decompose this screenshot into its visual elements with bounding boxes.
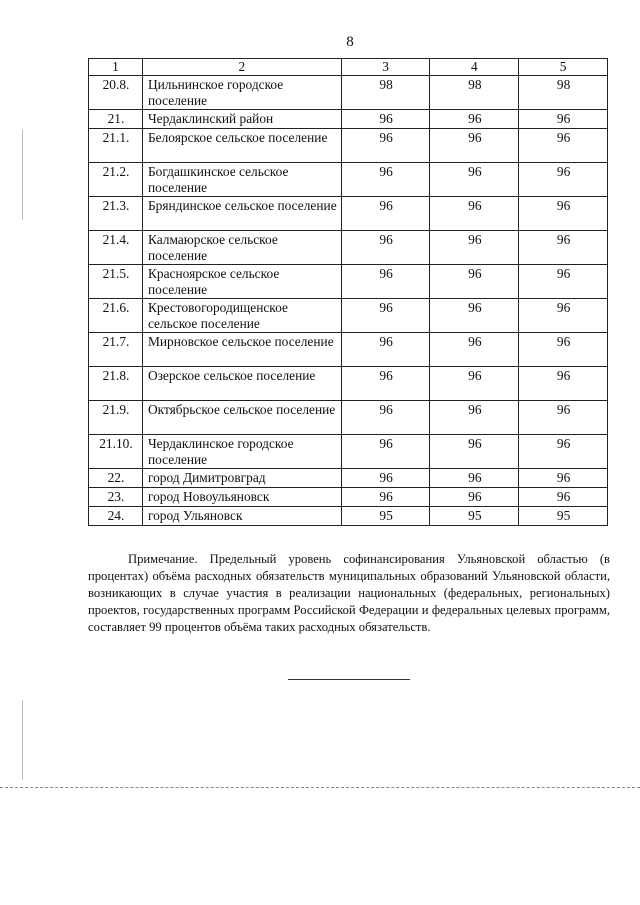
row-value-col3-cell: 96 <box>341 231 430 265</box>
table-row <box>89 488 608 507</box>
table-row <box>89 110 608 129</box>
column-header: 1 <box>89 59 143 76</box>
row-number-cell: 21.5. <box>89 265 143 299</box>
note-paragraph: Примечание. Предельный уровень софинансирования Ульяновской областью (в процентах) объёма расходных обязательств муниципальных образований Ульяновской области, возникающих в случае участия в реализации национальных (федеральных, региональных) проектов, государственных программ Российской Федерации и федеральных целевых программ, составляет 99 процентов объёма таких расходных обязательств. <box>88 552 610 634</box>
row-value-col3-cell: 96 <box>341 110 430 129</box>
row-value-col4-cell: 96 <box>430 333 519 367</box>
row-value-col3-cell: 96 <box>341 197 430 231</box>
row-value-col5-cell: 96 <box>519 367 608 401</box>
row-name-cell: Чердаклинское городское поселение <box>142 435 341 469</box>
row-value-col4-cell: 96 <box>430 197 519 231</box>
row-value-col5-cell: 96 <box>519 265 608 299</box>
row-value-col3-cell: 96 <box>341 299 430 333</box>
row-value-col5-cell: 96 <box>519 488 608 507</box>
table-row <box>89 129 608 163</box>
table-row <box>89 469 608 488</box>
row-value-col4-cell: 96 <box>430 110 519 129</box>
row-value-col4-cell: 96 <box>430 367 519 401</box>
row-value-col4-cell: 96 <box>430 299 519 333</box>
row-value-col3-cell: 96 <box>341 265 430 299</box>
row-value-col3-cell: 98 <box>341 76 430 110</box>
table-body <box>89 76 608 526</box>
row-value-col5-cell: 96 <box>519 129 608 163</box>
table-row <box>89 299 608 333</box>
row-name-cell: Цильнинское городское поселение <box>142 76 341 110</box>
row-name-cell: город Ульяновск <box>142 507 341 526</box>
row-name-cell: Белоярское сельское поселение <box>142 129 341 163</box>
row-value-col4-cell: 96 <box>430 401 519 435</box>
column-header: 4 <box>430 59 519 76</box>
row-value-col3-cell: 96 <box>341 469 430 488</box>
row-value-col4-cell: 96 <box>430 469 519 488</box>
row-name-cell: город Димитровград <box>142 469 341 488</box>
row-number-cell: 21.1. <box>89 129 143 163</box>
row-value-col5-cell: 96 <box>519 231 608 265</box>
row-value-col5-cell: 96 <box>519 435 608 469</box>
row-number-cell: 21.9. <box>89 401 143 435</box>
row-name-cell: Бряндинское сельское поселение <box>142 197 341 231</box>
table-row <box>89 401 608 435</box>
row-value-col3-cell: 96 <box>341 129 430 163</box>
row-value-col4-cell: 96 <box>430 488 519 507</box>
row-value-col4-cell: 96 <box>430 231 519 265</box>
table-row <box>89 163 608 197</box>
row-number-cell: 21.7. <box>89 333 143 367</box>
row-number-cell: 20.8. <box>89 76 143 110</box>
column-header: 2 <box>142 59 341 76</box>
table-row <box>89 76 608 110</box>
table-row <box>89 197 608 231</box>
scan-artifact-line <box>0 787 640 788</box>
row-value-col5-cell: 95 <box>519 507 608 526</box>
row-number-cell: 21.3. <box>89 197 143 231</box>
table-row <box>89 507 608 526</box>
row-value-col3-cell: 96 <box>341 435 430 469</box>
row-number-cell: 24. <box>89 507 143 526</box>
row-name-cell: Мирновское сельское поселение <box>142 333 341 367</box>
row-name-cell: Чердаклинский район <box>142 110 341 129</box>
row-name-cell: Озерское сельское поселение <box>142 367 341 401</box>
row-value-col5-cell: 96 <box>519 197 608 231</box>
row-value-col3-cell: 96 <box>341 401 430 435</box>
scan-margin-mark <box>22 130 23 220</box>
table-header-row <box>89 59 608 76</box>
row-value-col4-cell: 96 <box>430 265 519 299</box>
row-name-cell: Октябрьское сельское поселение <box>142 401 341 435</box>
row-value-col4-cell: 96 <box>430 129 519 163</box>
row-number-cell: 21.4. <box>89 231 143 265</box>
row-value-col5-cell: 96 <box>519 110 608 129</box>
row-value-col4-cell: 95 <box>430 507 519 526</box>
row-value-col3-cell: 96 <box>341 367 430 401</box>
table-row <box>89 231 608 265</box>
row-number-cell: 23. <box>89 488 143 507</box>
row-value-col3-cell: 96 <box>341 163 430 197</box>
row-number-cell: 21.6. <box>89 299 143 333</box>
column-header: 3 <box>341 59 430 76</box>
row-value-col5-cell: 96 <box>519 163 608 197</box>
row-name-cell: город Новоульяновск <box>142 488 341 507</box>
row-name-cell: Красноярское сельское поселение <box>142 265 341 299</box>
row-value-col3-cell: 96 <box>341 488 430 507</box>
row-value-col3-cell: 96 <box>341 333 430 367</box>
table-row <box>89 333 608 367</box>
row-value-col4-cell: 98 <box>430 76 519 110</box>
table-row <box>89 435 608 469</box>
row-value-col4-cell: 96 <box>430 163 519 197</box>
row-value-col4-cell: 96 <box>430 435 519 469</box>
table-row <box>89 367 608 401</box>
page-number: 8 <box>346 34 354 50</box>
row-number-cell: 22. <box>89 469 143 488</box>
row-value-col5-cell: 98 <box>519 76 608 110</box>
row-value-col5-cell: 96 <box>519 299 608 333</box>
row-name-cell: Богдашкинское сельское поселение <box>142 163 341 197</box>
row-name-cell: Крестовогородищенское сельское поселение <box>142 299 341 333</box>
row-value-col5-cell: 96 <box>519 401 608 435</box>
row-number-cell: 21. <box>89 110 143 129</box>
table-row <box>89 265 608 299</box>
column-header: 5 <box>519 59 608 76</box>
scan-margin-mark <box>22 700 23 780</box>
row-number-cell: 21.2. <box>89 163 143 197</box>
row-name-cell: Калмаюрское сельское поселение <box>142 231 341 265</box>
row-value-col5-cell: 96 <box>519 469 608 488</box>
row-number-cell: 21.8. <box>89 367 143 401</box>
row-value-col5-cell: 96 <box>519 333 608 367</box>
row-number-cell: 21.10. <box>89 435 143 469</box>
separator-line <box>288 679 410 680</box>
cofinancing-table <box>88 58 608 526</box>
row-value-col3-cell: 95 <box>341 507 430 526</box>
